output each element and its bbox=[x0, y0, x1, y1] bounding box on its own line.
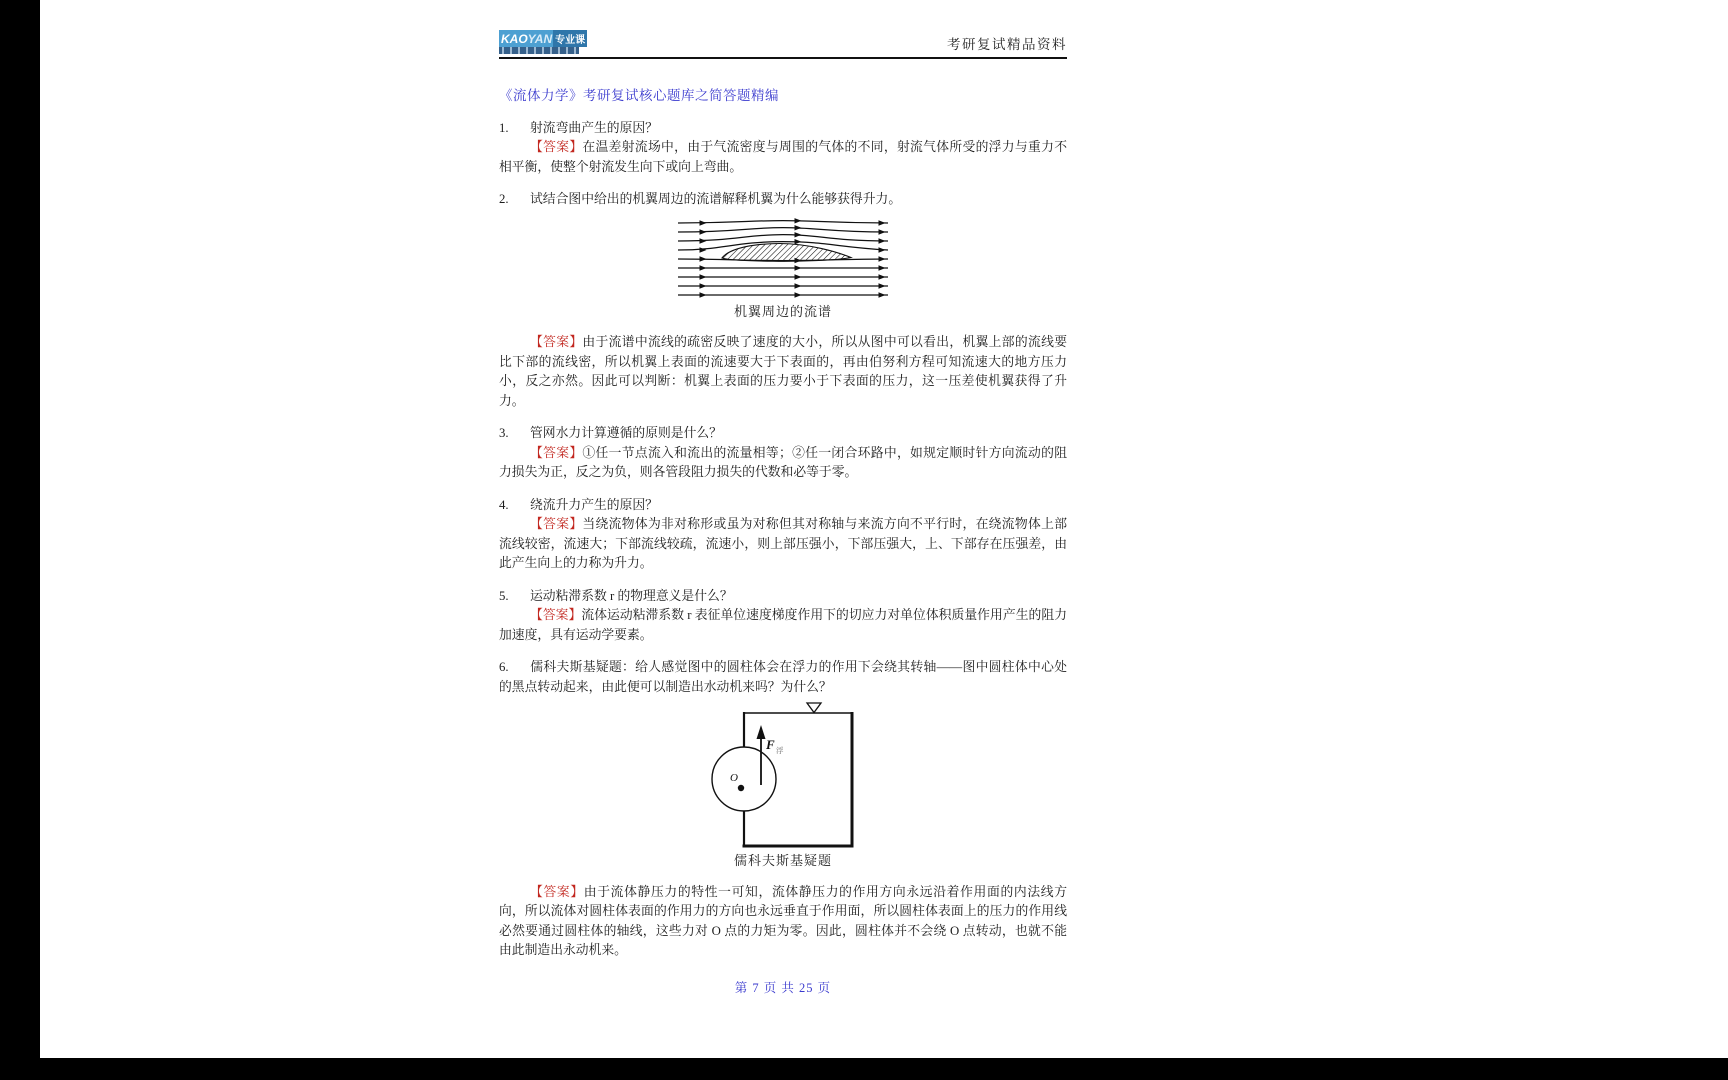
document-title: 《流体力学》考研复试核心题库之简答题精编 bbox=[499, 88, 779, 103]
header-right-text: 考研复试精品资料 bbox=[947, 37, 1067, 52]
question-text: 绕流升力产生的原因？ bbox=[530, 497, 658, 512]
answer-text: 由于流谱中流线的疏密反映了速度的大小，所以从图中可以看出，机翼上部的流线要比下部的流线密，所以机翼上表面的流速要大于下表面的，再由伯努利方程可知流速大的地方压力小，反之亦然。因此可以判断：机翼上表面的压力要小于下表面的压力，这一压差使机翼获得了升力。 bbox=[499, 335, 1068, 408]
water-surface-icon bbox=[807, 703, 821, 713]
center-point-label: O bbox=[729, 772, 738, 784]
answer-2 bbox=[499, 333, 1067, 411]
answer-marker: 【答案】 bbox=[530, 608, 582, 622]
answer-text: 由于流体静压力的特性一可知，流体静压力的作用方向永远沿着作用面的内法线方向，所以流体对圆柱体表面的作用力的方向也永远垂直于作用面，所以圆柱体表面上的压力的作用线必然要通过圆柱体的轴线，这些力对 O 点的力矩为零。因此，圆柱体并不会绕 O 点转动，也就不能由此制造出永动机来。 bbox=[499, 884, 1068, 957]
screen-edge-bottom bbox=[0, 1058, 1728, 1080]
question-number: 5. bbox=[499, 588, 509, 603]
airfoil-streamlines-svg bbox=[678, 218, 888, 300]
header-divider bbox=[499, 57, 1067, 59]
logo-yan-text: YAN bbox=[527, 31, 553, 46]
question-1 bbox=[499, 119, 1067, 139]
answer-4 bbox=[499, 515, 1067, 574]
airfoil-flow-figure bbox=[499, 218, 1067, 300]
answer-text: 当绕流物体为非对称形或虽为对称但其对称轴与来流方向不平行时，在绕流物体上部流线较密，流速大；下部流线较疏，流速小，则上部压强小，下部压强大，上、下部存在压强差，由此产生向上的力称为升力。 bbox=[499, 517, 1068, 570]
answer-5 bbox=[499, 606, 1067, 645]
force-label: F bbox=[765, 737, 775, 752]
buoyancy-arrowhead bbox=[756, 725, 765, 739]
question-number: 4. bbox=[499, 497, 509, 512]
force-subscript-label: 浮 bbox=[775, 746, 783, 755]
question-6 bbox=[499, 658, 1067, 697]
question-4 bbox=[499, 496, 1067, 516]
answer-marker: 【答案】 bbox=[530, 140, 583, 154]
question-number: 1. bbox=[499, 120, 509, 135]
kaoyan-logo-text bbox=[499, 30, 586, 47]
kaoyan-logo bbox=[499, 30, 586, 54]
question-text: 试结合图中给出的机翼周边的流谱解释机翼为什么能够获得升力。 bbox=[530, 192, 902, 206]
question-text: 射流弯曲产生的原因？ bbox=[530, 120, 658, 135]
answer-3 bbox=[499, 444, 1067, 483]
question-2 bbox=[499, 190, 1067, 210]
cylinder-shape bbox=[712, 747, 776, 811]
answer-marker: 【答案】 bbox=[530, 335, 583, 349]
answer-6 bbox=[499, 883, 1067, 961]
zhukovsky-tank-svg bbox=[711, 699, 856, 849]
document-page bbox=[499, 0, 1067, 998]
question-text: 管网水力计算遵循的原则是什么？ bbox=[530, 426, 722, 440]
page-header bbox=[499, 30, 1067, 54]
question-text: 运动粘滞系数 r 的物理意义是什么？ bbox=[530, 588, 733, 603]
airfoil-shape bbox=[722, 243, 851, 261]
zhukovsky-figure bbox=[499, 699, 1067, 849]
question-number: 3. bbox=[499, 426, 509, 440]
figure-caption-airfoil: 机翼周边的流谱 bbox=[733, 303, 832, 319]
question-number: 2. bbox=[499, 192, 509, 206]
page-number-indicator: 第 7 页 共 25 页 bbox=[734, 980, 832, 995]
question-5 bbox=[499, 587, 1067, 607]
center-dot bbox=[737, 785, 743, 791]
question-text: 儒科夫斯基疑题：给人感觉图中的圆柱体会在浮力的作用下会绕其转轴——图中圆柱体中心处的黑点转动起来，由此便可以制造出水动机来吗？为什么？ bbox=[499, 660, 1067, 694]
figure-caption-zhukovsky: 儒科夫斯基疑题 bbox=[733, 853, 832, 868]
logo-kao-text: KAO bbox=[501, 31, 528, 46]
screen-edge-left bbox=[0, 0, 40, 1080]
answer-text: 流体运动粘滞系数 r 表征单位速度梯度作用下的切应力对单位体积质量作用产生的阻力加速度，具有运动学要素。 bbox=[499, 608, 1068, 642]
answer-marker: 【答案】 bbox=[530, 517, 583, 531]
answer-marker: 【答案】 bbox=[530, 884, 584, 899]
answer-marker: 【答案】 bbox=[530, 445, 583, 460]
logo-cn-text: 专业课 bbox=[553, 30, 587, 47]
answer-text: ①任一节点流入和流出的流量相等；②任一闭合环路中，如规定顺时针方向流动的阻力损失为正，反之为负，则各管段阻力损失的代数和必等于零。 bbox=[499, 445, 1068, 479]
logo-subtext-strip bbox=[499, 47, 579, 54]
answer-1 bbox=[499, 138, 1067, 177]
question-3 bbox=[499, 424, 1067, 444]
answer-text: 在温差射流场中，由于气流密度与周围的气体的不同，射流气体所受的浮力与重力不相平衡，使整个射流发生向下或向上弯曲。 bbox=[499, 140, 1068, 174]
question-number: 6. bbox=[499, 660, 509, 674]
